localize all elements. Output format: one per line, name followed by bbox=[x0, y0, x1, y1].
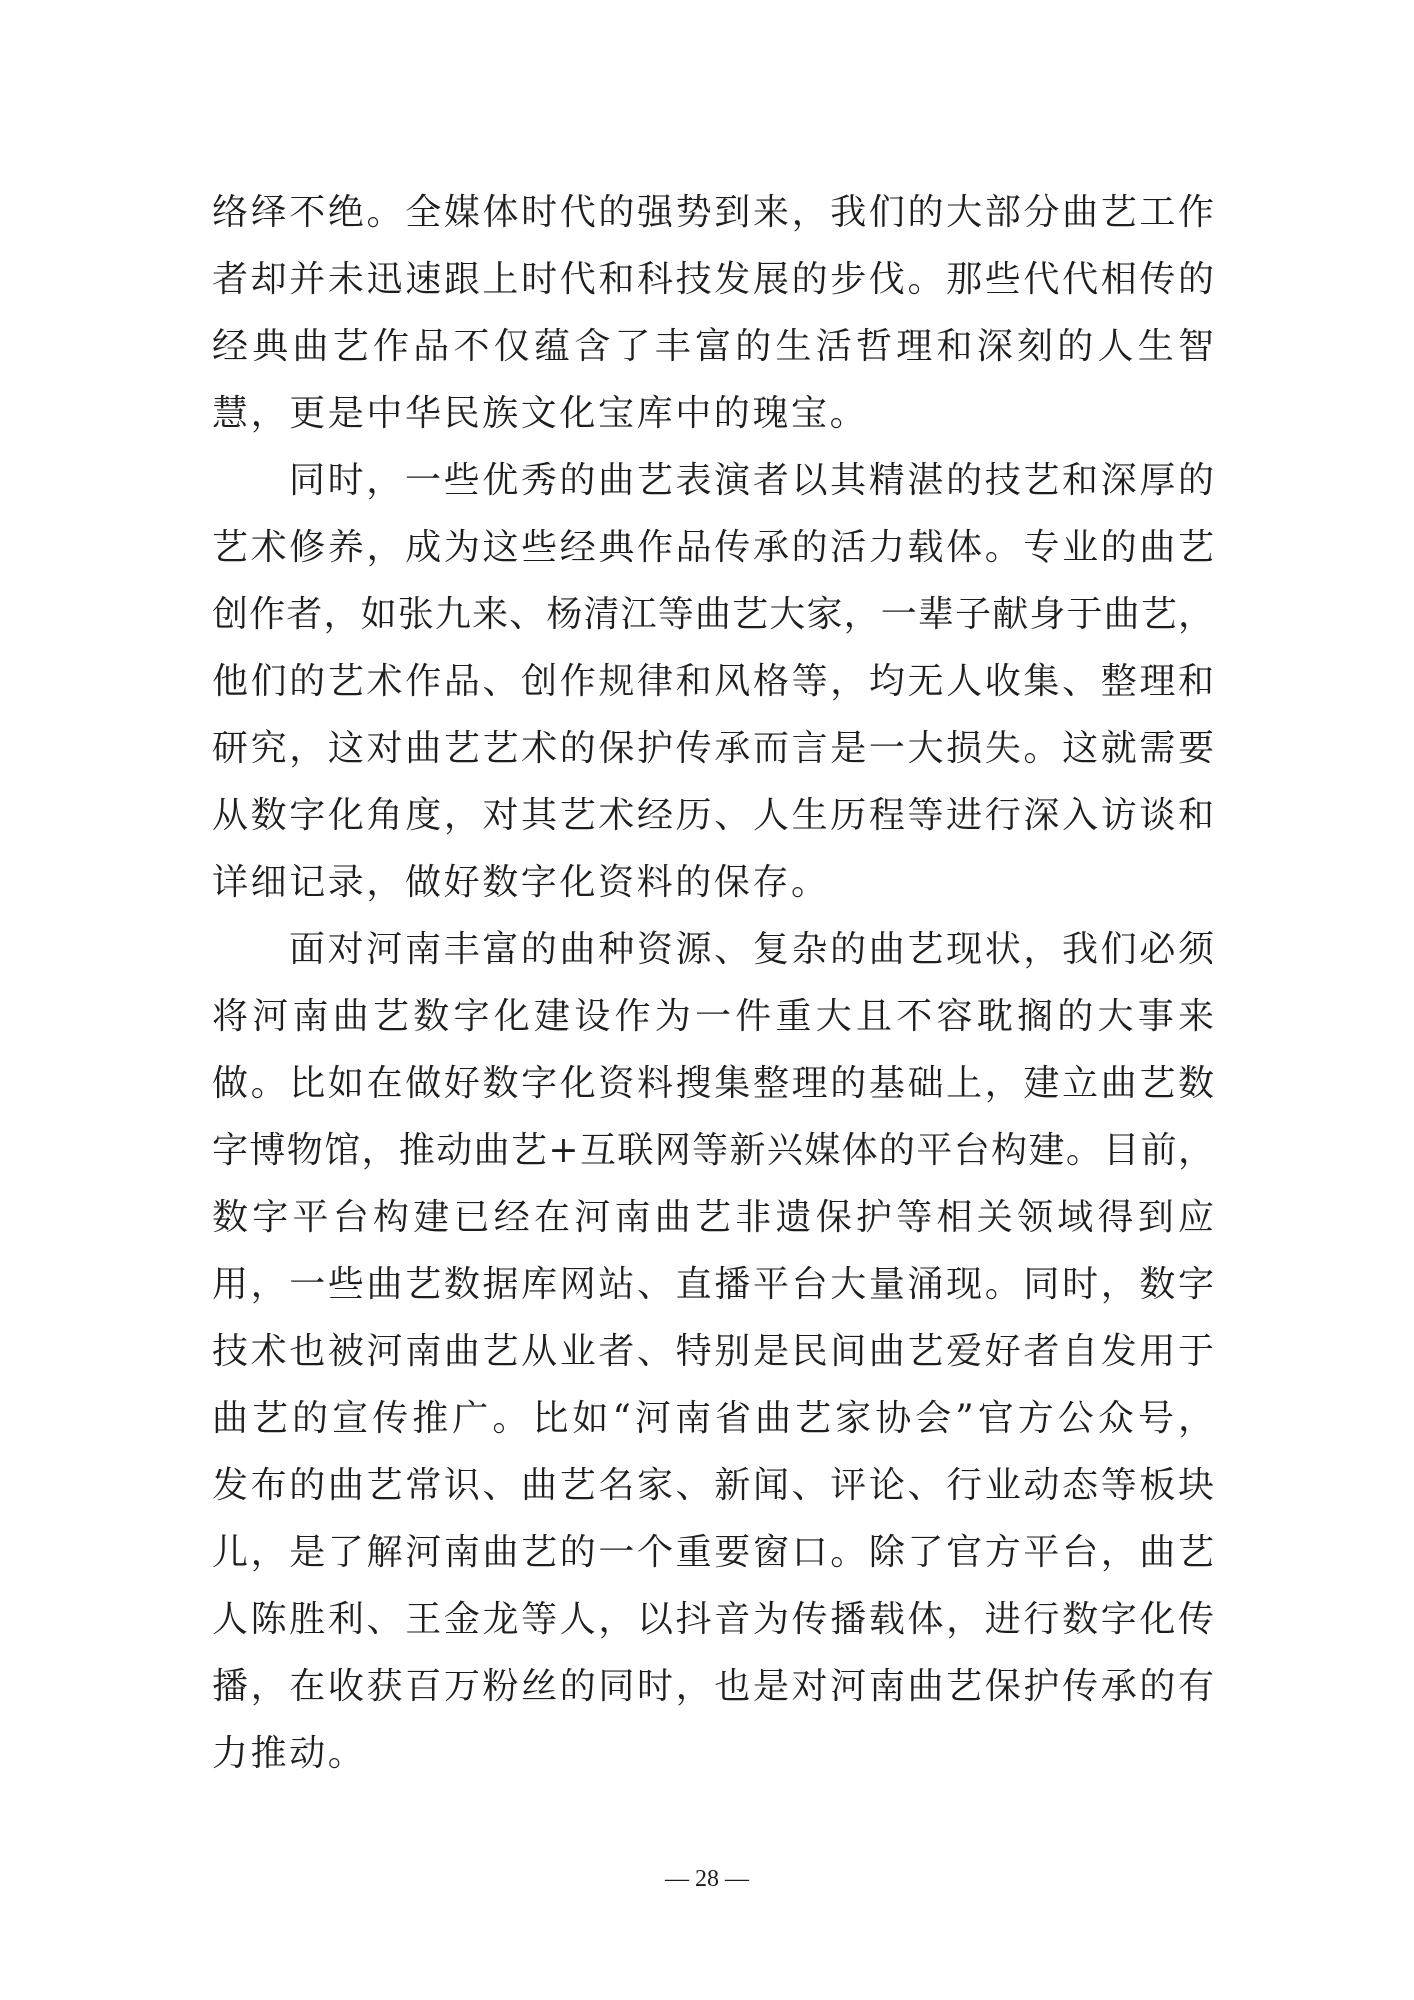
text-line: 者却并未迅速跟上时代和科技发展的步伐。那些代代相传的 bbox=[212, 259, 1214, 300]
text-line: 同时，一些优秀的曲艺表演者以其精湛的技艺和深厚的 bbox=[289, 460, 1214, 501]
paragraph bbox=[212, 179, 1214, 447]
text-line: 数字平台构建已经在河南曲艺非遗保护等相关领域得到应 bbox=[212, 1197, 1214, 1238]
body-text bbox=[212, 179, 1214, 1787]
text-line: 从数字化角度，对其艺术经历、人生历程等进行深入访谈和 bbox=[212, 795, 1214, 836]
text-line: 发布的曲艺常识、曲艺名家、新闻、评论、行业动态等板块 bbox=[212, 1465, 1214, 1506]
text-line: 用，一些曲艺数据库网站、直播平台大量涌现。同时，数字 bbox=[212, 1264, 1214, 1305]
paragraph bbox=[212, 447, 1214, 916]
text-line: 播，在收获百万粉丝的同时，也是对河南曲艺保护传承的有 bbox=[212, 1666, 1214, 1707]
text-line: 人陈胜利、王金龙等人，以抖音为传播载体，进行数字化传 bbox=[212, 1599, 1214, 1640]
text-line: 详细记录，做好数字化资料的保存。 bbox=[212, 862, 830, 903]
text-line: 研究，这对曲艺艺术的保护传承而言是一大损失。这就需要 bbox=[212, 728, 1214, 769]
text-line: 艺术修养，成为这些经典作品传承的活力载体。专业的曲艺 bbox=[212, 527, 1214, 568]
page-number: — 28 — bbox=[665, 1866, 749, 1892]
text-line: 儿，是了解河南曲艺的一个重要窗口。除了官方平台，曲艺 bbox=[212, 1532, 1214, 1573]
text-line: 曲艺的宣传推广。比如“河南省曲艺家协会”官方公众号， bbox=[212, 1398, 1214, 1439]
text-line: 他们的艺术作品、创作规律和风格等，均无人收集、整理和 bbox=[212, 661, 1214, 702]
text-line: 面对河南丰富的曲种资源、复杂的曲艺现状，我们必须 bbox=[289, 929, 1214, 970]
text-line: 经典曲艺作品不仅蕴含了丰富的生活哲理和深刻的人生智 bbox=[212, 326, 1214, 367]
text-line: 将河南曲艺数字化建设作为一件重大且不容耽搁的大事来 bbox=[212, 996, 1214, 1037]
text-line: 字博物馆，推动曲艺+互联网等新兴媒体的平台构建。目前， bbox=[212, 1130, 1214, 1171]
text-line: 力推动。 bbox=[212, 1733, 367, 1774]
text-line: 慧，更是中华民族文化宝库中的瑰宝。 bbox=[212, 393, 869, 434]
text-line: 技术也被河南曲艺从业者、特别是民间曲艺爱好者自发用于 bbox=[212, 1331, 1214, 1372]
text-line: 做。比如在做好数字化资料搜集整理的基础上，建立曲艺数 bbox=[212, 1063, 1214, 1104]
paragraph bbox=[212, 916, 1214, 1787]
text-line: 络绎不绝。全媒体时代的强势到来，我们的大部分曲艺工作 bbox=[212, 192, 1214, 233]
text-line: 创作者，如张九来、杨清江等曲艺大家，一辈子献身于曲艺， bbox=[212, 594, 1214, 635]
